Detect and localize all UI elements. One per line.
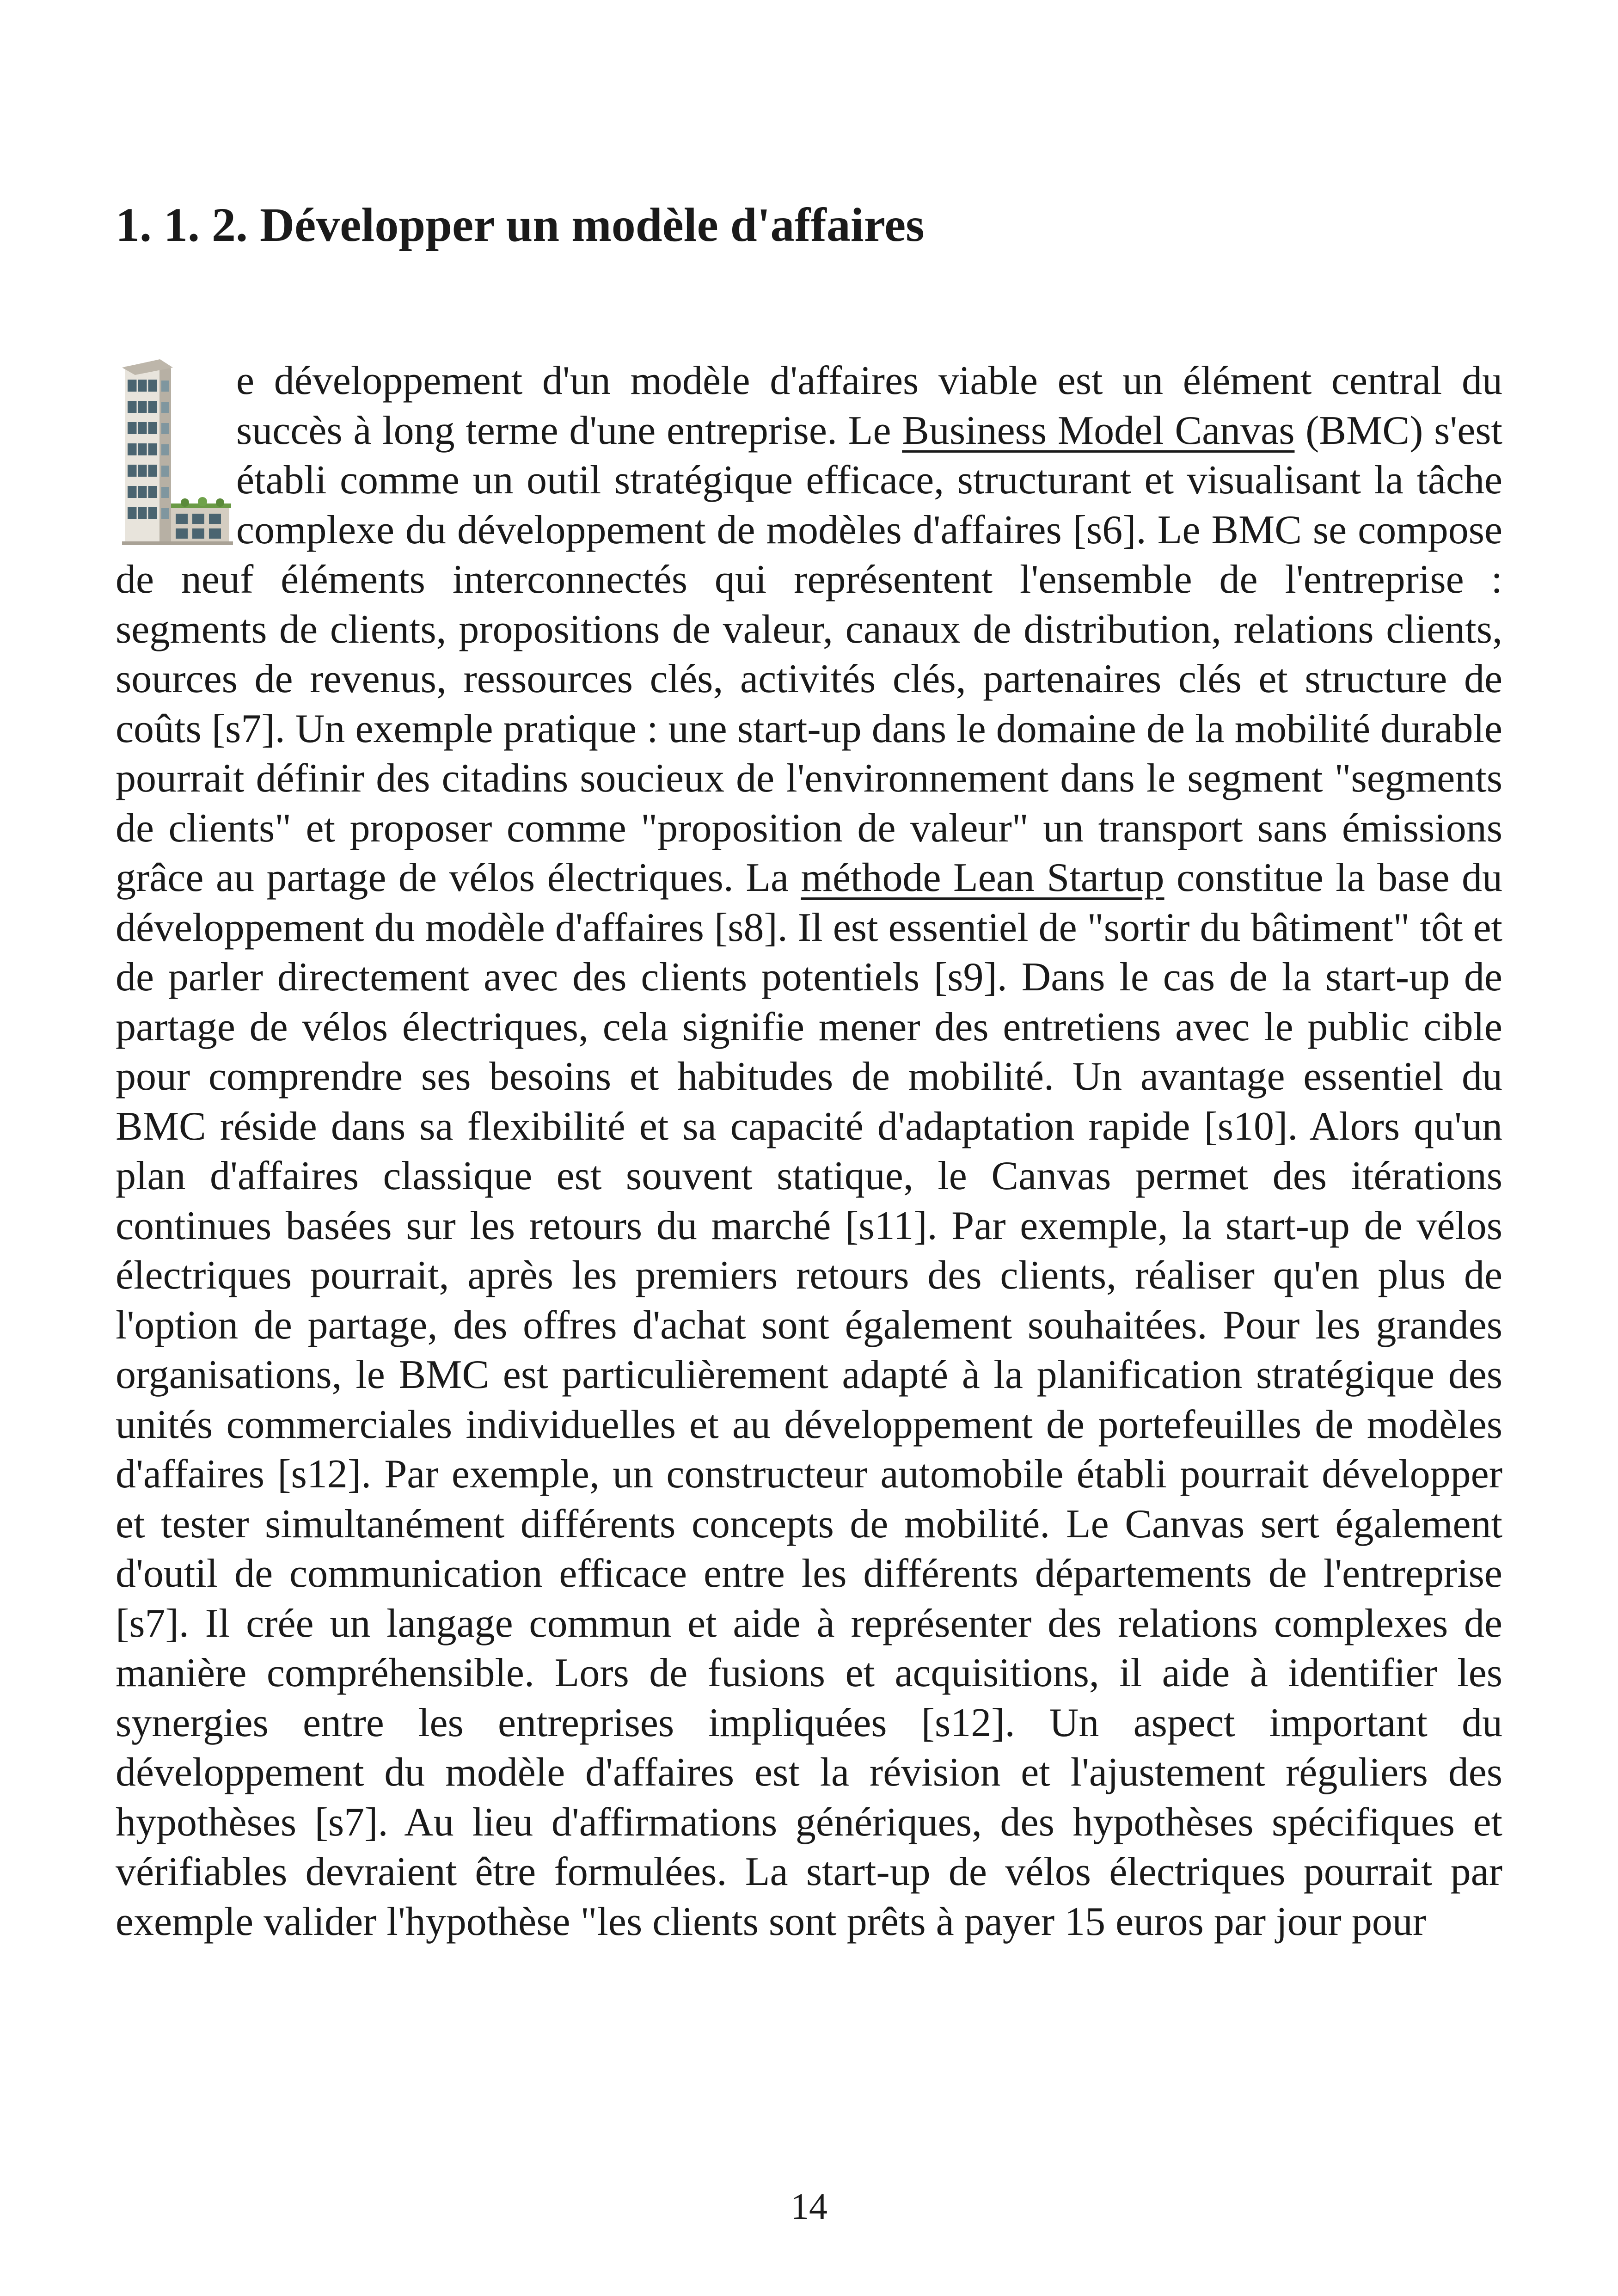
business-model-canvas-link[interactable]: Business Model Canvas xyxy=(902,408,1295,453)
paragraph-text-3: constitue la base du développement du modèle d'affaires [s8]. Il est essentiel de "sortir du bâtiment" tôt et de parler directement avec des clients potentiels [s9]. Dans le cas de la start-up de partage de vélos électriques, cela signifie mener des entretiens avec le public cible pour comprendre ses besoins et habitudes de mobilité. Un avantage essentiel du BMC réside dans sa flexibilité et sa capacité d'adaptation rapide [s10]. Alors qu'un plan d'affaires classique est souvent statique, le Canvas permet des itérations continues basées sur les retours du marché [s11]. Par exemple, la start-up de vélos électriques pourrait, après les premiers retours des clients, réaliser qu'en plus de l'option de partage, des offres d'achat sont également souhaitées. Pour les grandes organisations, le BMC est particulièrement adapté à la planification stratégique des unités commerciales individuelles et au développement de portefeuilles de modèles d'affaires [s12]. Par exemple, un constructeur automobile établi pourrait développer et tester simultanément différents concepts de mobilité. Le Canvas sert également d'outil de communication efficace entre les différents départements de l'entreprise [s7]. Il crée un langage commun et aide à représenter des relations complexes de manière compréhensible. Lors de fusions et acquisitions, il aide à identifier les synergies entre les entreprises impliquées [s12]. Un aspect important du développement du modèle d'affaires est la révision et l'ajustement réguliers des hypothèses [s7]. Au lieu d'affirmations génériques, des hypothèses spécifiques et vérifiables devraient être formulées. La start-up de vélos électriques pourrait par exemple valider l'hypothèse "les clients sont prêts à payer 15 euros par jour pour xyxy=(116,855,1502,1944)
paragraph-text-1: e développement d'un modèle d'affaires viable est un élément central du succès à long terme d'une entreprise. Le xyxy=(236,358,1502,453)
body-paragraph xyxy=(116,356,1502,1946)
paragraph-text-2: (BMC) s'est établi comme un outil stratégique efficace, structurant et visualisant la tâche complexe du développement de modèles d'affaires [s6]. Le BMC se compose de neuf éléments interconnectés qui représentent l'ensemble de l'entreprise : segments de clients, propositions de valeur, canaux de distribution, relations clients, sources de revenus, ressources clés, activités clés, partenaires clés et structure de coûts [s7]. Un exemple pratique : une start-up dans le domaine de la mobilité durable pourrait définir des citadins soucieux de l'environnement dans le segment "segments de clients" et proposer comme "proposition de valeur" un transport sans émissions grâce au partage de vélos électriques. La xyxy=(116,408,1502,900)
building-dropcap-icon xyxy=(116,357,233,552)
section-heading: 1. 1. 2. Développer un modèle d'affaires xyxy=(116,198,925,252)
lean-startup-link[interactable]: méthode Lean Startup xyxy=(801,855,1164,900)
page-number: 14 xyxy=(791,2186,827,2227)
